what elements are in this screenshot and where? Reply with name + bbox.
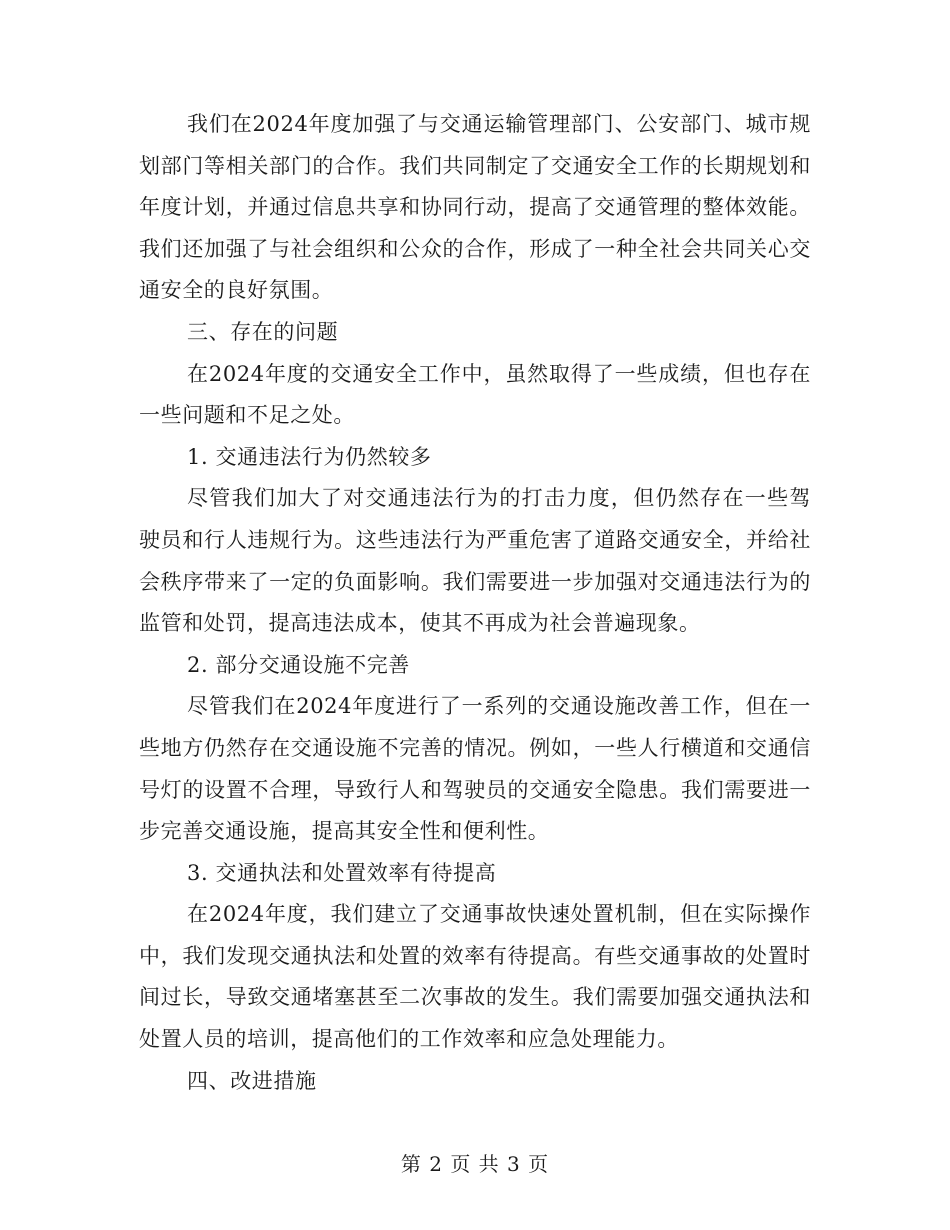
subheading-facilities: 2. 部分交通设施不完善 <box>187 652 410 677</box>
paragraph-violations: 尽管我们加大了对交通违法行为的打击力度，但仍然存在一些驾驶员和行人违规行为。这些违法行为严重危害了道路交通安全，并给社会秩序带来了一定的负面影响。我们需要进一步加强对交通违法行为的监管和处罚，提高违法成本，使其不再成为社会普遍现象。 <box>139 486 811 636</box>
paragraph-cooperation: 我们在2024年度加强了与交通运输管理部门、公安部门、城市规划部门等相关部门的合作。我们共同制定了交通安全工作的长期规划和年度计划，并通过信息共享和协同行动，提高了交通管理的整体效能。我们还加强了与社会组织和公众的合作，形成了一种全社会共同关心交通安全的良好氛围。 <box>139 112 811 303</box>
paragraph-enforcement: 在2024年度，我们建立了交通事故快速处置机制，但在实际操作中，我们发现交通执法和处置的效率有待提高。有些交通事故的处置时间过长，导致交通堵塞甚至二次事故的发生。我们需要加强交通执法和处置人员的培训，提高他们的工作效率和应急处理能力。 <box>139 902 811 1052</box>
document-body <box>139 104 811 1102</box>
page-number-footer: 第 2 页 共 3 页 <box>400 1152 550 1176</box>
section-heading-improvements: 四、改进措施 <box>187 1068 317 1093</box>
subheading-violations: 1. 交通违法行为仍然较多 <box>187 444 432 469</box>
subheading-enforcement: 3. 交通执法和处置效率有待提高 <box>187 860 497 885</box>
paragraph-facilities: 尽管我们在2024年度进行了一系列的交通设施改善工作，但在一些地方仍然存在交通设施不完善的情况。例如，一些人行横道和交通信号灯的设置不合理，导致行人和驾驶员的交通安全隐患。我们需要进一步完善交通设施，提高其安全性和便利性。 <box>139 694 811 844</box>
section-heading-problems: 三、存在的问题 <box>187 319 339 344</box>
paragraph-problems-intro: 在2024年度的交通安全工作中，虽然取得了一些成绩，但也存在一些问题和不足之处。 <box>139 361 811 428</box>
